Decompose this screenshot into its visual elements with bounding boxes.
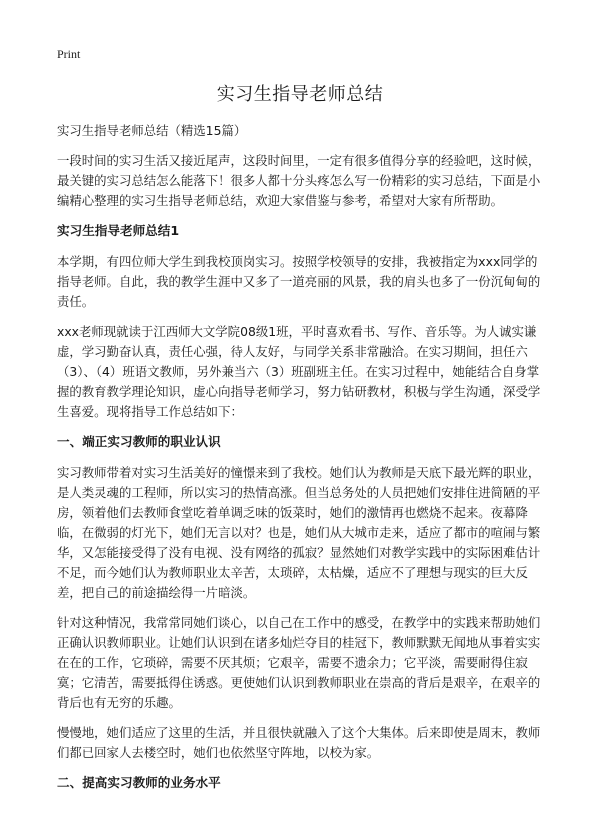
intro-paragraph: 一段时间的实习生活又接近尾声，这段时间里，一定有很多值得分享的经验吧，这时候，最关键的实习总结怎么能落下！很多人都十分头疼怎么写一份精彩的实习总结，下面是小编精心整理的实习生指导老师总结，欢迎大家借鉴与参考，希望对大家有所帮助。 bbox=[57, 153, 541, 208]
paragraph: 本学期，有四位师大学生到我校顶岗实习。按照学校领导的安排，我被指定为xxx同学的指导老师。自此，我的教学生涯中又多了一道亮丽的风景，我的肩头也多了一份沉甸甸的责任。 bbox=[57, 254, 541, 309]
paragraph: 针对这种情况，我常常同她们谈心，以自己在工作中的感受，在教学中的实践来帮助她们正确认识教师职业。让她们认识到在诸多灿烂夺目的桂冠下，教师默默无闻地从事着实实在在的工作，它琐碎，需要不厌其烦；它艰辛，需要不遗余力；它平淡，需要耐得住寂寞；它清苦，需要抵得住诱惑。更使她们认识到教师职业在崇高的背后是艰辛，在艰辛的背后也有无穷的乐趣。 bbox=[57, 615, 541, 710]
part-heading: 一、端正实习教师的职业认识 bbox=[57, 434, 221, 449]
part-heading: 二、提高实习教师的业务水平 bbox=[57, 775, 221, 790]
paragraph: xxx老师现就读于江西师大文学院08级1班，平时喜欢看书、写作、音乐等。为人诚实谦虚，学习勤奋认真，责任心强，待人友好，与同学关系非常融洽。在实习期间，担任六（3）、（4）班语文教师，另外兼当六（3）班副班主任。在实习过程中，她能结合自身掌握的教育教学理论知识，虚心向指导老师学习，努力钻研教材，积极与学生沟通，深受学生喜爱。现将指导工作总结如下： bbox=[57, 324, 541, 419]
page-title: 实习生指导老师总结 bbox=[216, 84, 384, 105]
section-heading: 实习生指导老师总结1 bbox=[57, 223, 180, 238]
document-body bbox=[57, 121, 543, 804]
print-link[interactable]: Print bbox=[57, 47, 81, 61]
paragraph: 慢慢地，她们适应了这里的生活，并且很快就融入了这个大集体。后来即使是周末，教师们都已回家人去楼空时，她们也依然坚守阵地，以校为家。 bbox=[57, 725, 541, 760]
paragraph: 实习教师带着对实习生活美好的憧憬来到了我校。她们认为教师是天底下最光辉的职业，是人类灵魂的工程师，所以实习的热情高涨。但当总务处的人员把她们安排住进简陋的平房，领着他们去教师食堂吃着单调乏味的饭菜时，她们的激情再也燃烧不起来。夜幕降临，在微弱的灯光下，她们无言以对？也是，她们从大城市走来，适应了都市的喧闹与繁华，又怎能接受得了没有电视、没有网络的孤寂？显然她们对教学实践中的实际困难估计不足，而今她们认为教师职业太辛苦，太琐碎，太枯燥，适应不了理想与现实的巨大反差，把自己的前途描绘得一片暗淡。 bbox=[57, 465, 541, 600]
document-subtitle: 实习生指导老师总结（精选15篇） bbox=[57, 123, 247, 138]
